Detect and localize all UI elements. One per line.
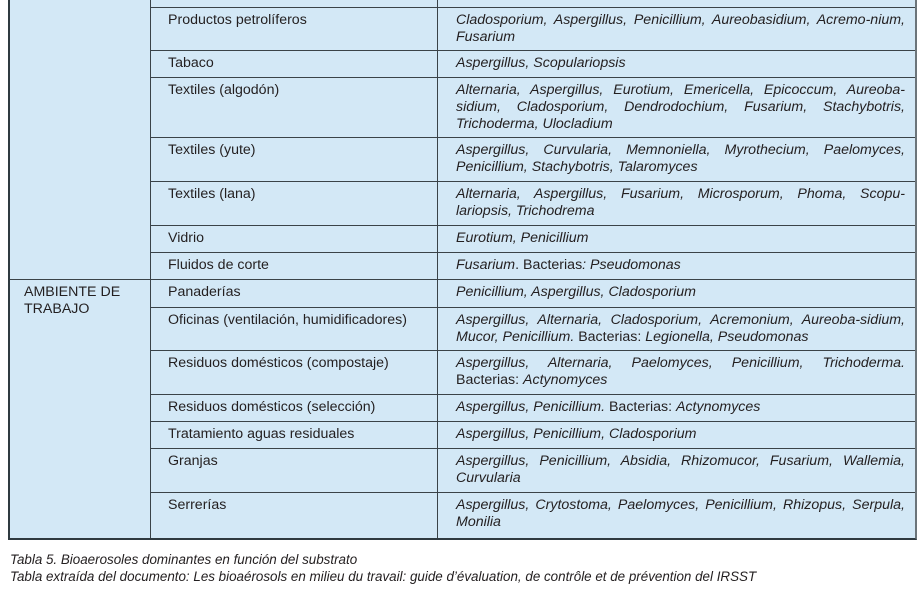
row-divider [150, 350, 915, 351]
label-text: Bacterias: [456, 372, 524, 388]
organisms-cell [456, 426, 905, 443]
row-divider [150, 448, 915, 449]
substrate-cell: Vidrio [168, 230, 205, 246]
genus-text: Penicillium, Aspergillus, Cladosporium [456, 284, 696, 300]
genus-text: Cladosporium, Aspergillus, Penicillium, Aureobasidium, Acremo-​nium, Fusarium [456, 12, 905, 45]
substrate-cell: Productos petrolíferos [168, 12, 307, 28]
row-divider [150, 421, 915, 422]
organisms-cell [456, 399, 905, 416]
organisms-cell [456, 142, 905, 176]
group-divider [10, 279, 915, 280]
genus-text: Aspergillus, Penicillium, Absidia, Rhizomucor, Fusarium, Wallemia, Curvularia [456, 453, 905, 486]
genus-text: Eurotium, Penicillium [456, 230, 589, 246]
row-divider [150, 137, 915, 138]
substrate-cell: Textiles (lana) [168, 186, 256, 202]
organisms-cell [456, 497, 905, 531]
column-divider-2 [437, 0, 438, 538]
row-divider [150, 252, 915, 253]
organisms-cell [456, 186, 905, 220]
substrate-cell: Residuos domésticos (compostaje) [168, 355, 389, 371]
substrate-cell: Panaderías [168, 284, 241, 300]
organisms-cell [456, 284, 905, 301]
organisms-cell [456, 230, 905, 247]
substrate-cell: Oficinas (ventilación, humidificadores) [168, 312, 407, 328]
substrate-cell: Granjas [168, 453, 218, 469]
genus-text: Aspergillus, Penicillium, Cladosporium [456, 426, 697, 442]
organisms-cell [456, 12, 905, 46]
genus-text: Legionella, Pseudomonas [645, 329, 809, 345]
genus-text: Aspergillus, Alternaria, Paelomyces, Penicillium, Trichoderma. [456, 355, 905, 371]
substrate-cell: Tratamiento aguas residuales [168, 426, 355, 442]
row-divider [150, 225, 915, 226]
label-text: . Bacterias [515, 257, 583, 273]
bioaerosol-table [8, 0, 917, 540]
row-divider [150, 77, 915, 78]
substrate-cell: Serrerías [168, 497, 227, 513]
row-divider [150, 394, 915, 395]
label-text: Bacterias: [605, 399, 676, 415]
genus-text: Alternaria, Aspergillus, Fusarium, Microsporum, Phoma, Scopu-​lariopsis, Trichodrema [456, 186, 905, 219]
substrate-cell: Fluidos de corte [168, 257, 269, 273]
organisms-cell [456, 355, 905, 389]
organisms-cell [456, 257, 905, 274]
genus-text: Aspergillus, Penicillium. [456, 399, 606, 415]
organisms-cell [456, 453, 905, 487]
group-label: AMBIENTE DE TRABAJO [24, 284, 121, 317]
row-divider [150, 492, 915, 493]
genus-text: Actynomyces [523, 372, 608, 388]
genus-text: Aspergillus, Scopulariopsis [456, 55, 626, 71]
substrate-cell: Tabaco [168, 55, 214, 71]
genus-text: Actynomyces [676, 399, 761, 415]
genus-text: Fusarium [456, 257, 516, 273]
organisms-cell [456, 55, 905, 72]
substrate-cell: Textiles (algodón) [168, 82, 280, 98]
genus-text: Aspergillus, Crytostoma, Paelomyces, Penicillium, Rhizopus, Serpula, Monilia [456, 497, 905, 530]
organisms-cell [456, 312, 905, 346]
label-text: Bacterias: [574, 329, 646, 345]
row-divider [150, 50, 915, 51]
table-source: Tabla extraída del documento: Les bioaérosols en milieu du travail: guide d’évaluation, de contrôle et de prévention del IRSST [10, 569, 757, 584]
row-divider [150, 7, 915, 8]
row-divider [150, 307, 915, 308]
genus-text: Aspergillus, Curvularia, Memnoniella, Myrothecium, Paelomyces, Penicillium, Stachybotris, Talaromyces [456, 142, 905, 175]
organisms-cell [456, 82, 905, 133]
column-divider-1 [150, 0, 151, 538]
substrate-cell: Textiles (yute) [168, 142, 256, 158]
genus-text: Alternaria, Aspergillus, Eurotium, Emericella, Epicoccum, Aureoba-​sidium, Cladosporium, Dendrodochium, Fusarium, Stachybotris, Trichoderma, Ulocladium [456, 82, 905, 132]
genus-text: : Pseudomonas [582, 257, 681, 273]
row-divider [150, 181, 915, 182]
substrate-cell: Residuos domésticos (selección) [168, 399, 376, 415]
table-caption: Tabla 5. Bioaerosoles dominantes en función del substrato [10, 552, 358, 567]
genus-text: Aspergillus, Alternaria, Cladosporium, Acremonium, Aureoba-​sidium, Mucor, Penicillium. [456, 312, 905, 345]
